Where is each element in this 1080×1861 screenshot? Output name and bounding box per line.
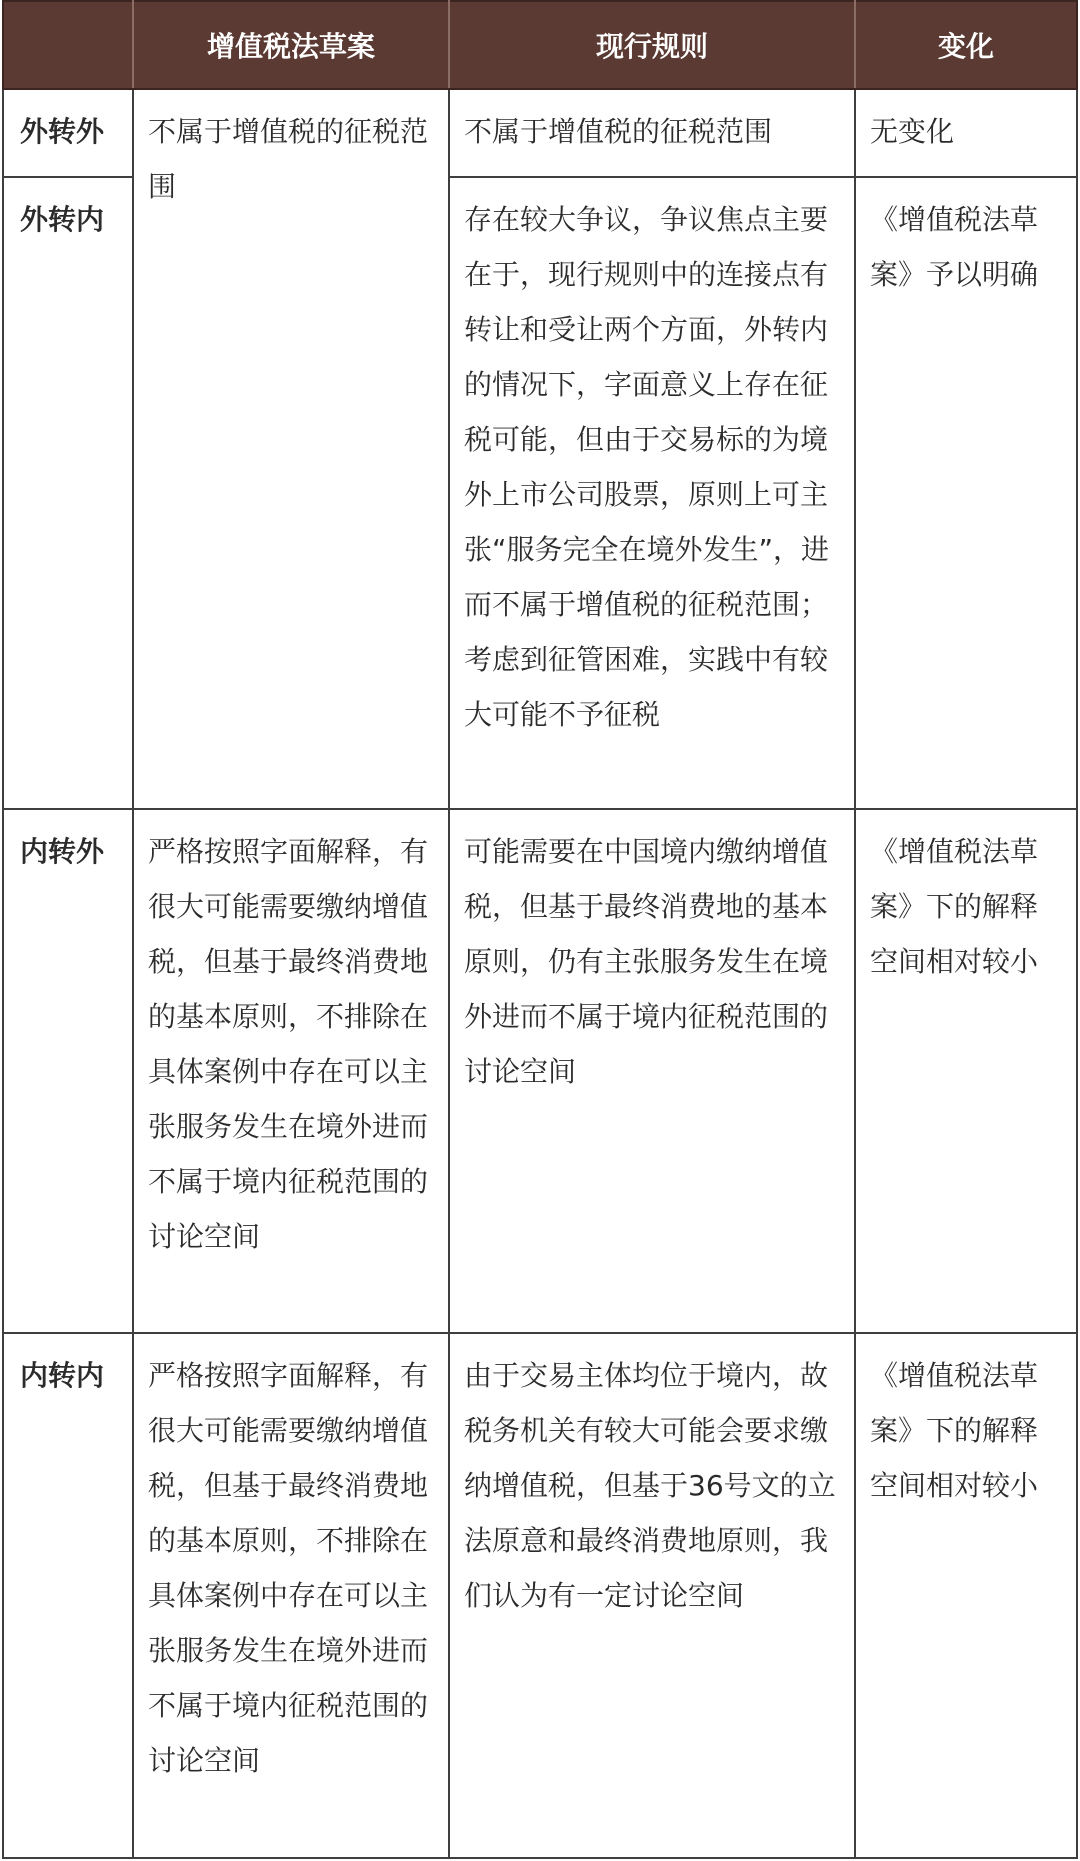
table-row [3, 1333, 1077, 1858]
change-cell-domestic-to-foreign: 《增值税法草案》下的解释空间相对较小 [855, 809, 1077, 1333]
change-cell-foreign-to-foreign: 无变化 [855, 89, 1077, 177]
draft-cell-foreign-merged: 不属于增值税的征税范围 [133, 89, 449, 809]
current-cell-foreign-to-foreign: 不属于增值税的征税范围 [449, 89, 855, 177]
current-cell-domestic-to-foreign: 可能需要在中国境内缴纳增值税，但基于最终消费地的基本原则，仍有主张服务发生在境外进而不属于境内征税范围的讨论空间 [449, 809, 855, 1333]
table-header [3, 1, 1077, 89]
draft-cell-domestic-to-foreign: 严格按照字面解释，有很大可能需要缴纳增值税，但基于最终消费地的基本原则，不排除在具体案例中存在可以主张服务发生在境外进而不属于境内征税范围的讨论空间 [133, 809, 449, 1333]
header-empty-cell [3, 1, 133, 89]
change-cell-domestic-to-domestic: 《增值税法草案》下的解释空间相对较小 [855, 1333, 1077, 1858]
draft-cell-domestic-to-domestic: 严格按照字面解释，有很大可能需要缴纳增值税，但基于最终消费地的基本原则，不排除在具体案例中存在可以主张服务发生在境外进而不属于境内征税范围的讨论空间 [133, 1333, 449, 1858]
header-current-rules: 现行规则 [449, 1, 855, 89]
header-change: 变化 [855, 1, 1077, 89]
row-label-domestic-to-foreign: 内转外 [3, 809, 133, 1333]
vat-comparison-table [2, 0, 1078, 1859]
table-row [3, 809, 1077, 1333]
row-label-domestic-to-domestic: 内转内 [3, 1333, 133, 1858]
table-row [3, 89, 1077, 177]
current-cell-foreign-to-domestic: 存在较大争议，争议焦点主要在于，现行规则中的连接点有转让和受让两个方面，外转内的情况下，字面意义上存在征税可能，但由于交易标的为境外上市公司股票，原则上可主张“服务完全在境外发生”，进而不属于增值税的征税范围；考虑到征管困难，实践中有较大可能不予征税 [449, 177, 855, 809]
change-cell-foreign-to-domestic: 《增值税法草案》予以明确 [855, 177, 1077, 809]
header-draft-law: 增值税法草案 [133, 1, 449, 89]
row-label-foreign-to-foreign: 外转外 [3, 89, 133, 177]
current-cell-domestic-to-domestic: 由于交易主体均位于境内，故税务机关有较大可能会要求缴纳增值税，但基于36号文的立法原意和最终消费地原则，我们认为有一定讨论空间 [449, 1333, 855, 1858]
row-label-foreign-to-domestic: 外转内 [3, 177, 133, 809]
